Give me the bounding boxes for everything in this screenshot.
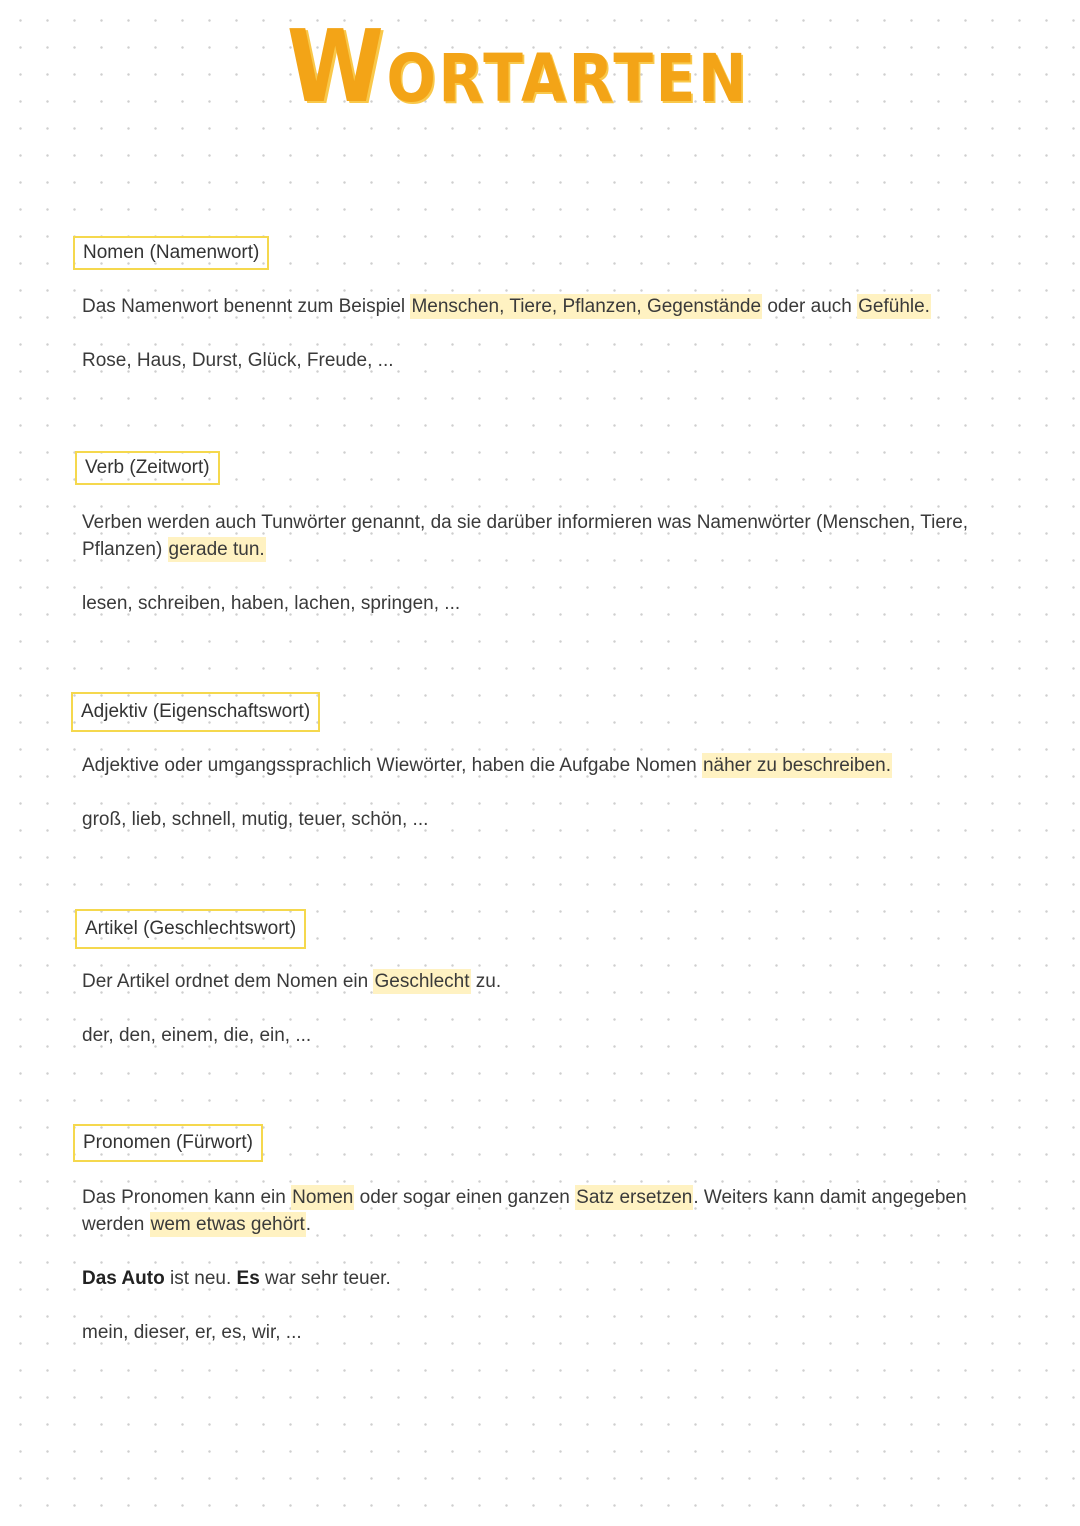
highlight: gerade tun. xyxy=(168,539,265,560)
text: war sehr teuer. xyxy=(259,1268,391,1289)
definition-verb-line2 xyxy=(82,536,266,563)
highlight: Geschlecht xyxy=(374,971,470,992)
heading-pronomen: Pronomen (Fürwort) xyxy=(73,1124,263,1162)
examples-pronomen xyxy=(82,1319,302,1346)
text: werden xyxy=(82,1214,150,1235)
text: oder auch xyxy=(762,296,858,317)
text: Rose, Haus, Durst, Glück, Freude, ... xyxy=(82,350,394,371)
highlight: Menschen, Tiere, Pflanzen, Gegenstände xyxy=(411,296,762,317)
heading-nomen: Nomen (Namenwort) xyxy=(73,236,269,270)
definition-nomen xyxy=(82,293,931,320)
definition-pronomen-line1 xyxy=(82,1184,967,1211)
examples-adjektiv xyxy=(82,806,428,833)
text: Pflanzen) xyxy=(82,539,168,560)
heading-adjektiv: Adjektiv (Eigenschaftswort) xyxy=(71,692,320,732)
title-initial: W xyxy=(286,8,387,125)
text: lesen, schreiben, haben, lachen, springen, ... xyxy=(82,593,461,614)
definition-artikel xyxy=(82,968,501,995)
text: groß, lieb, schnell, mutig, teuer, schön, ... xyxy=(82,809,429,830)
text: Das Namenwort benennt zum Beispiel xyxy=(82,296,411,317)
text: Verben werden auch Tunwörter genannt, da sie darüber informieren was Namenwörter (Menschen, Tiere, xyxy=(82,512,969,533)
text: oder sogar einen ganzen xyxy=(354,1187,576,1208)
highlight: Satz ersetzen xyxy=(576,1187,693,1208)
heading-verb: Verb (Zeitwort) xyxy=(75,451,220,485)
text: der, den, einem, die, ein, ... xyxy=(82,1025,312,1046)
examples-artikel xyxy=(82,1022,311,1049)
text: Der Artikel ordnet dem Nomen ein xyxy=(82,971,374,992)
text: zu. xyxy=(470,971,502,992)
bold-text: Es xyxy=(236,1268,260,1289)
page-title xyxy=(43,8,993,125)
text: Das Pronomen kann ein xyxy=(82,1187,292,1208)
examples-nomen xyxy=(82,347,394,374)
definition-adjektiv xyxy=(82,752,892,779)
text: Adjektive oder umgangssprachlich Wiewörter, haben die Aufgabe Nomen xyxy=(82,755,702,776)
text: . xyxy=(305,1214,312,1235)
heading-artikel: Artikel (Geschlechtswort) xyxy=(75,909,306,949)
highlight: wem etwas gehört xyxy=(150,1214,305,1235)
examples-verb xyxy=(82,590,460,617)
text: ist neu. xyxy=(164,1268,237,1289)
text: . Weiters kann damit angegeben xyxy=(693,1187,967,1208)
highlight: näher zu beschreiben. xyxy=(702,755,891,776)
highlight: Nomen xyxy=(292,1187,354,1208)
definition-verb-line1 xyxy=(82,509,968,536)
text: mein, dieser, er, es, wir, ... xyxy=(82,1322,302,1343)
definition-pronomen-line2 xyxy=(82,1211,311,1238)
highlight: Gefühle. xyxy=(858,296,930,317)
title-rest: ORTARTEN xyxy=(386,40,750,117)
bold-text: Das Auto xyxy=(82,1268,165,1289)
example-sentence-pronomen xyxy=(82,1265,391,1292)
